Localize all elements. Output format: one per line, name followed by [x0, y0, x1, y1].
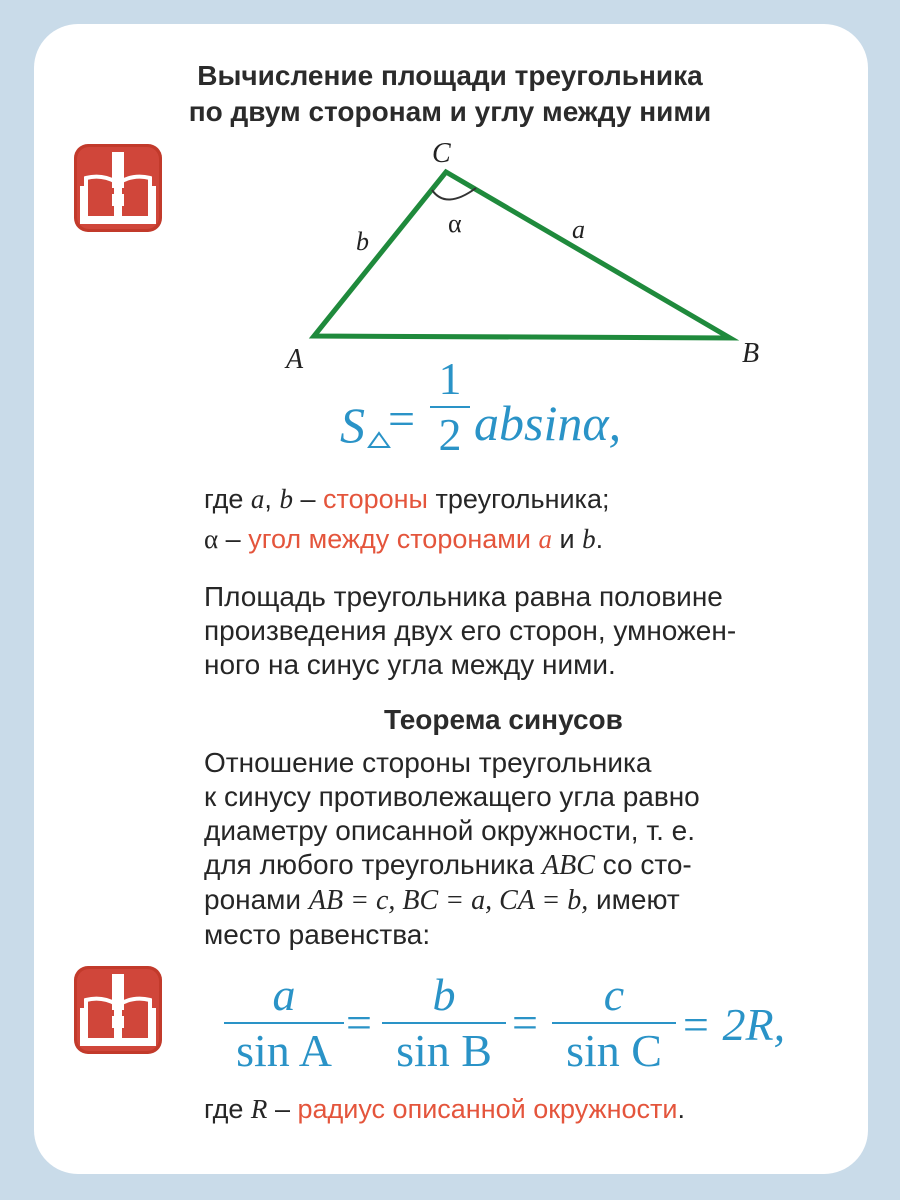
side-a-label: a: [572, 215, 585, 244]
important-book-icon: [72, 142, 164, 234]
theorem-line: диаметру описанной окружности, т. е.: [204, 815, 695, 846]
legend-radius: где R – радиус описанной окружности.: [204, 1094, 686, 1124]
fraction-c-sin-c: c sin C: [552, 970, 676, 1076]
theorem-line: ронами AB = c, BC = a, CA = b, имеют: [204, 884, 680, 916]
fraction-a-sin-a: a sin A: [224, 970, 344, 1076]
fraction-denominator: 2: [438, 409, 462, 460]
triangle-shape: [314, 172, 730, 338]
formula-rest: absinα,: [474, 395, 622, 451]
fraction-numerator: 1: [438, 353, 462, 404]
vertex-a-label: A: [286, 344, 304, 375]
vertex-b-label: B: [742, 338, 760, 369]
title-line-1: Вычисление площади треугольника: [197, 60, 703, 91]
theorem-line: Отношение стороны треугольника: [204, 747, 652, 778]
theorem-line: место равенства:: [204, 919, 431, 950]
formula-s: S: [340, 397, 365, 453]
area-statement: [204, 580, 736, 682]
fraction-b-sin-b: b sin B: [382, 970, 506, 1076]
angle-arc: [432, 188, 476, 200]
legend-sides: где a, b – стороны треугольника;: [204, 484, 610, 514]
theorem-text: [204, 746, 700, 952]
statement-line: Площадь треугольника равна половине: [204, 581, 723, 612]
angle-label: α: [448, 209, 462, 238]
fraction-bar: [430, 406, 470, 408]
vertex-c-label: C: [432, 140, 451, 169]
theorem-line: к синусу противолежащего угла равно: [204, 781, 700, 812]
fraction-one-half: [430, 354, 470, 460]
sine-theorem-formula: [224, 970, 824, 1080]
title-line-2: по двум сторонам и углу между ними: [188, 96, 712, 127]
side-b-label: b: [356, 227, 369, 256]
triangle-diagram: [270, 140, 800, 380]
formula-equals: =: [388, 393, 416, 446]
equals-sign: =: [346, 997, 372, 1048]
statement-line: произведения двух его сторон, умножен-: [204, 615, 737, 646]
page-title: [0, 58, 900, 130]
legend-angle: α – угол между сторонами a и b.: [204, 524, 604, 554]
theorem-heading: Теорема синусов: [384, 704, 623, 735]
formula-result: = 2R,: [680, 999, 786, 1050]
important-book-icon: [72, 964, 164, 1056]
statement-line: ного на синус угла между ними.: [204, 649, 616, 680]
theorem-line: для любого треугольника ABC со сто-: [204, 849, 692, 881]
area-formula: [340, 353, 660, 484]
equals-sign: =: [512, 997, 538, 1048]
